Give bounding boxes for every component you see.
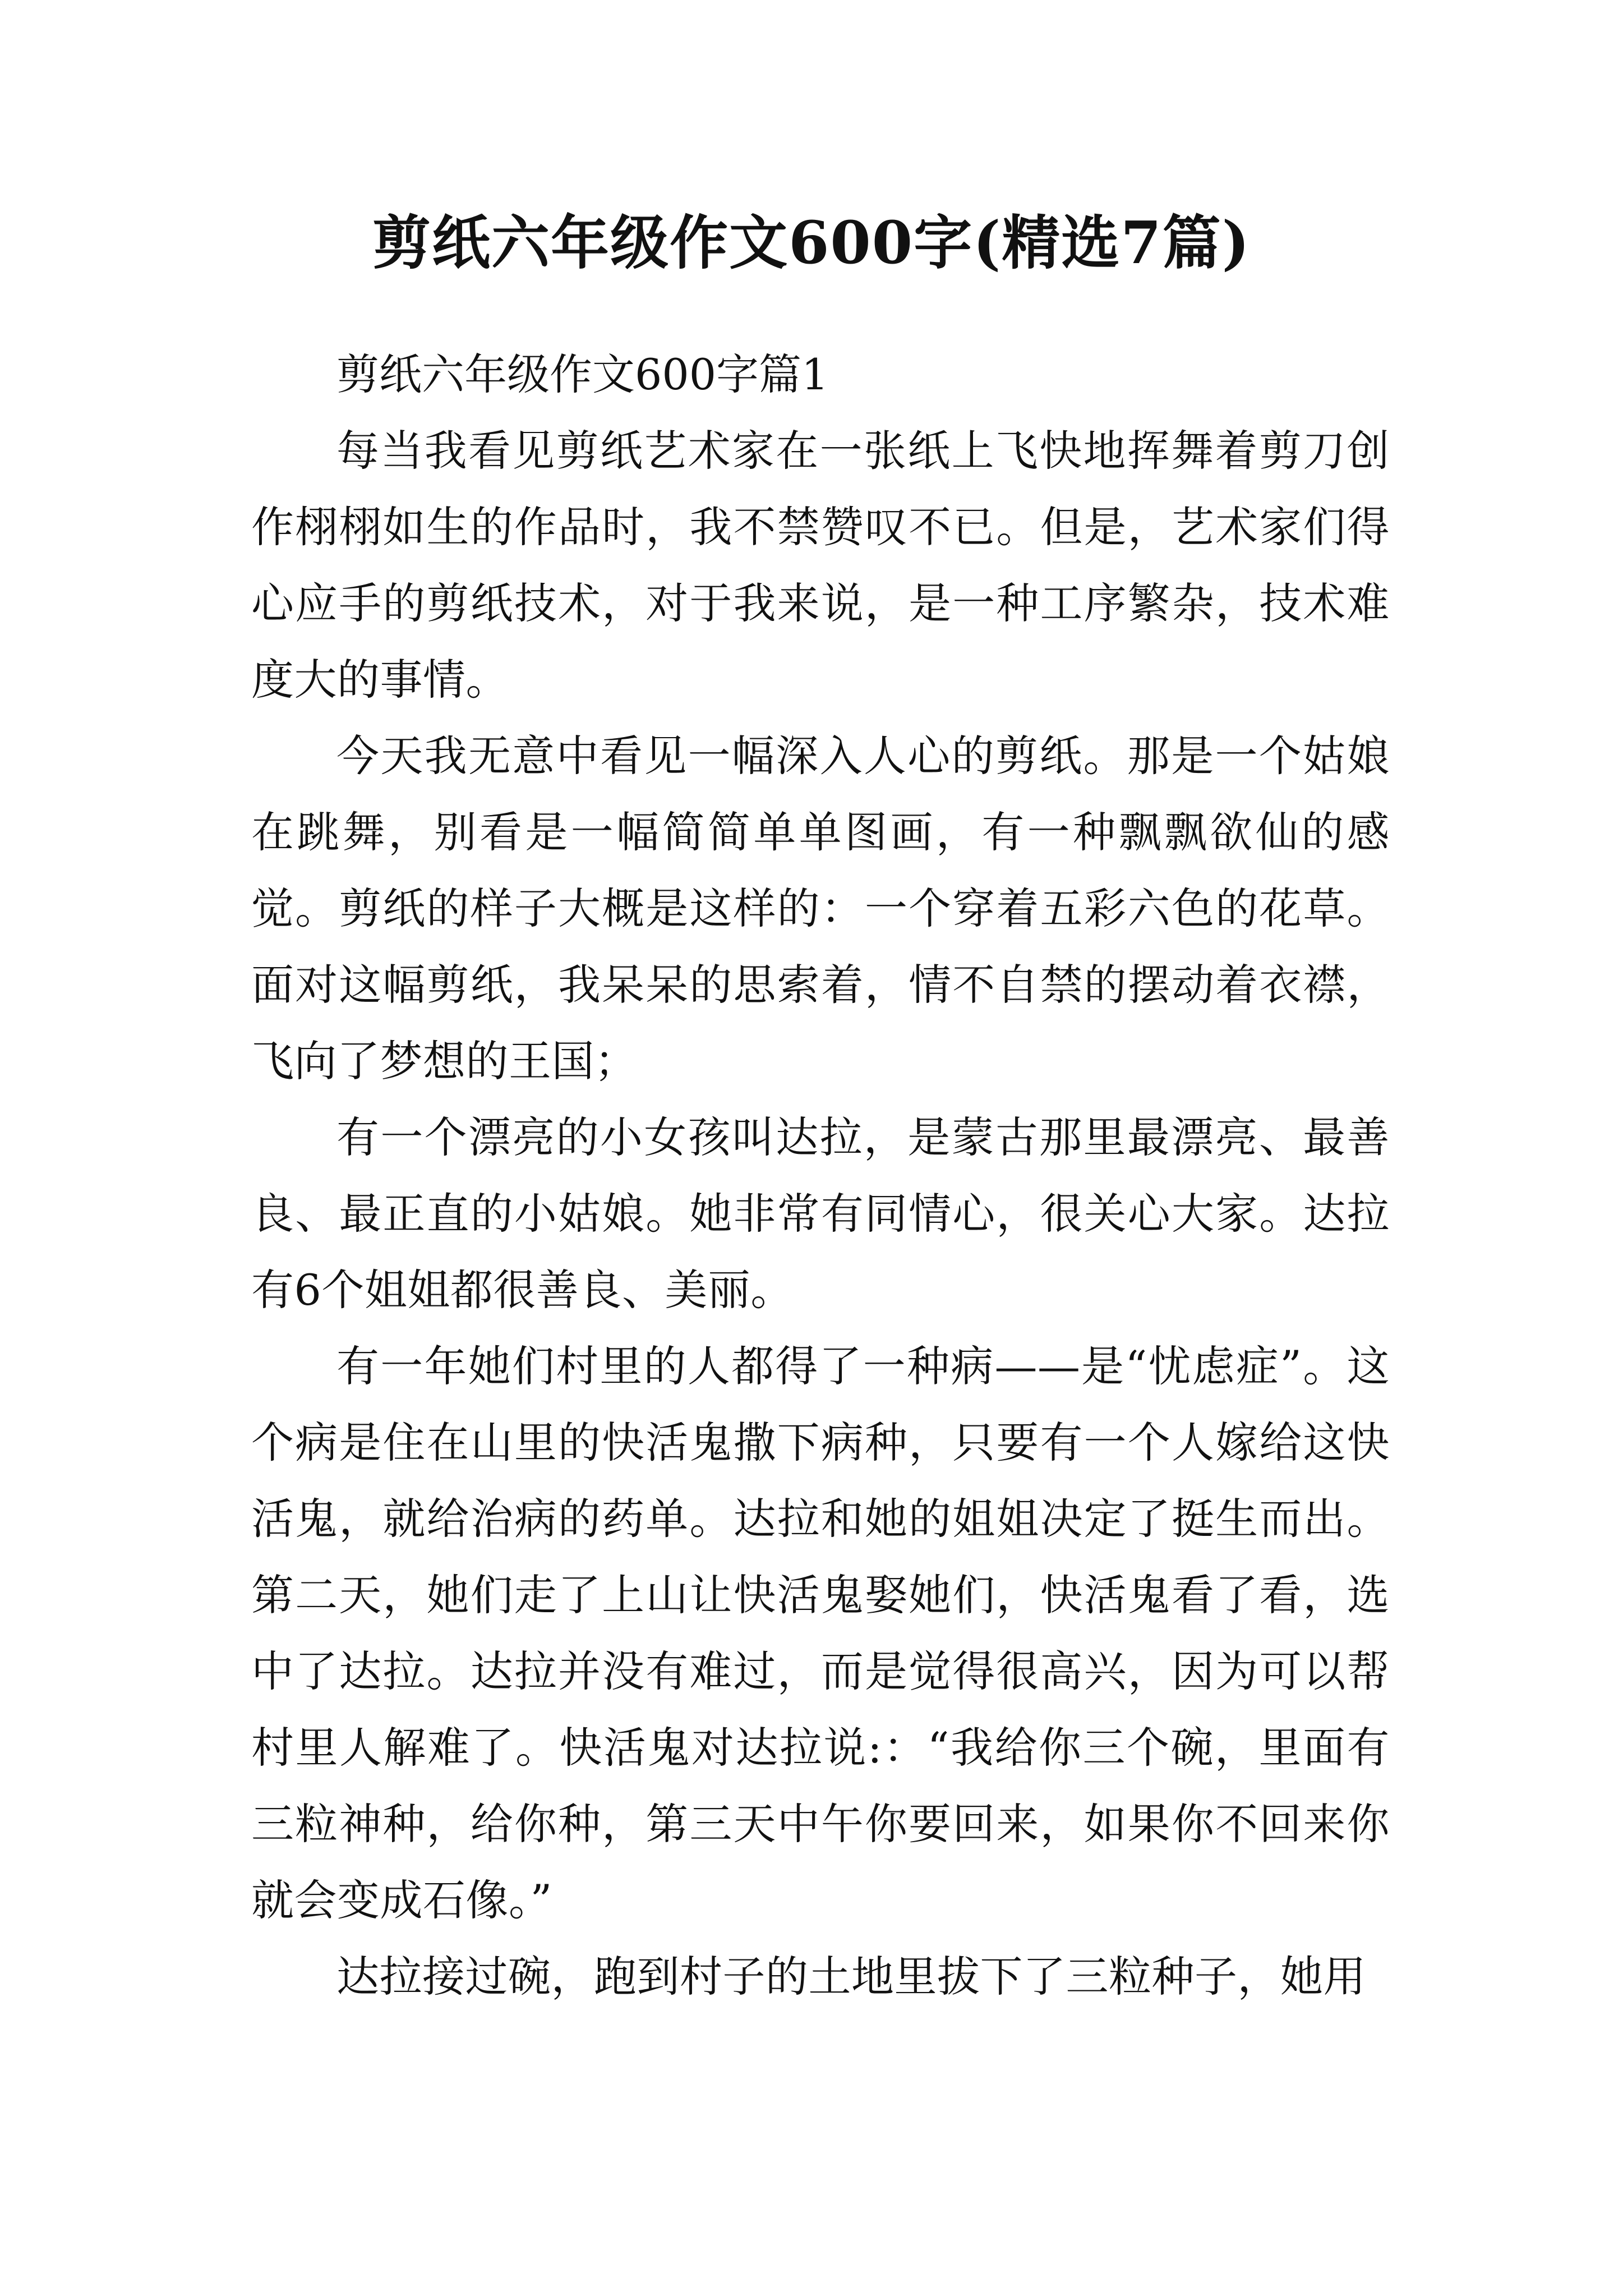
document-title: 剪纸六年级作文600字(精选7篇) bbox=[372, 208, 1251, 277]
paragraph-5: 达拉接过碗，跑到村子的土地里拔下了三粒种子，她用 bbox=[336, 1952, 1366, 2001]
document-body bbox=[251, 337, 1390, 2015]
paragraph-3: 有一个漂亮的小女孩叫达拉，是蒙古那里最漂亮、最善良、最正直的小姑娘。她非常有同情心，很关心大家。达拉有6个姐姐都很善良、美丽。 bbox=[251, 1112, 1390, 1315]
section-heading: 剪纸六年级作文600字篇1 bbox=[336, 349, 829, 399]
paragraph-4: 有一年她们村里的人都得了一种病——是“忧虑症”。这个病是住在山里的快活鬼撒下病种，只要有一个人嫁给这快活鬼，就给治病的药单。达拉和她的姐姐决定了挺生而出。第二天，她们走了上山让快活鬼娶她们，快活鬼看了看，选中了达拉。达拉并没有难过，而是觉得很高兴，因为可以帮村里人解难了。快活鬼对达拉说:：“我给你三个碗，里面有三粒神种，给你种，第三天中午你要回来，如果你不回来你就会变成石像。” bbox=[251, 1341, 1390, 1925]
paragraph-1: 每当我看见剪纸艺术家在一张纸上飞快地挥舞着剪刀创作栩栩如生的作品时，我不禁赞叹不已。但是，艺术家们得心应手的剪纸技术，对于我来说，是一种工序繁杂，技术难度大的事情。 bbox=[251, 426, 1390, 705]
paragraph-2: 今天我无意中看见一幅深入人心的剪纸。那是一个姑娘在跳舞，别看是一幅简简单单图画，有一种飘飘欲仙的感觉。剪纸的样子大概是这样的：一个穿着五彩六色的花草。面对这幅剪纸，我呆呆的思索着，情不自禁的摆动着衣襟，飞向了梦想的王国； bbox=[251, 731, 1390, 1086]
